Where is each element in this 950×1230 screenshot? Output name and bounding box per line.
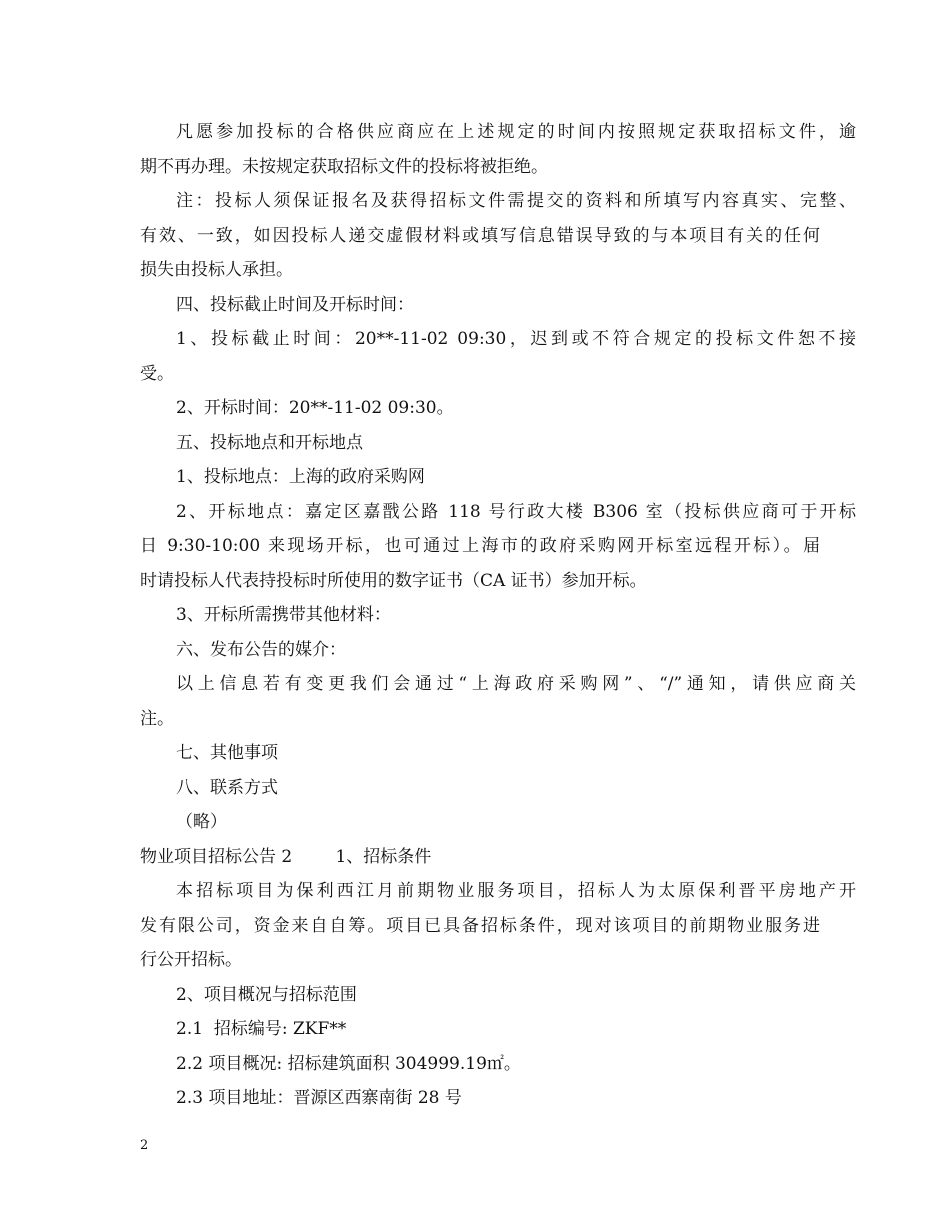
paragraph-line: （略）: [176, 812, 227, 832]
paragraph-line: 2、开标地点：嘉定区嘉戬公路 118 号行政大楼 B306 室（投标供应商可于开标: [176, 502, 856, 522]
paragraph-line: 受。: [140, 364, 174, 384]
paragraph-line: 凡愿参加投标的合格供应商应在上述规定的时间内按照规定获取招标文件，逾: [176, 122, 856, 142]
paragraph-line: 以上信息若有变更我们会通过“上海政府采购网”、“/”通知，请供应商关: [176, 674, 856, 694]
section-heading: 五、投标地点和开标地点: [176, 433, 363, 453]
paragraph-line: 2.3 项目地址：晋源区西寨南街 28 号: [176, 1088, 462, 1108]
paragraph-line: 2.1 招标编号: ZKF**: [176, 1019, 347, 1039]
paragraph-line: 行公开招标。: [140, 950, 242, 970]
section-heading: 2、项目概况与招标范围: [176, 985, 357, 1005]
paragraph-line: 日 9:30-10:00 来现场开标，也可通过上海市的政府采购网开标室远程开标）。届: [140, 536, 820, 556]
paragraph-line: 3、开标所需携带其他材料：: [176, 605, 391, 625]
paragraph-line: 期不再办理。未按规定获取招标文件的投标将被拒绝。: [140, 157, 548, 177]
section-heading: 六、发布公告的媒介：: [176, 640, 346, 660]
paragraph-line: 发有限公司，资金来自自筹。项目已具备招标条件，现对该项目的前期物业服务进: [140, 916, 820, 936]
section-heading: 八、联系方式: [176, 778, 278, 798]
paragraph-line: 损失由投标人承担。: [140, 260, 293, 280]
paragraph-line: 1、投标地点：上海的政府采购网: [176, 467, 425, 487]
document-heading: 物业项目招标公告 2 1、招标条件: [140, 847, 432, 867]
paragraph-line: 2.2 项目概况: 招标建筑面积 304999.19㎡。: [176, 1054, 521, 1074]
section-heading: 七、其他事项: [176, 743, 278, 763]
paragraph-line: 1、投标截止时间：20**-11-02 09:30，迟到或不符合规定的投标文件恕不接: [176, 329, 856, 349]
paragraph-line: 2、开标时间：20**-11-02 09:30。: [176, 398, 454, 418]
paragraph-line: 本招标项目为保利西江月前期物业服务项目，招标人为太原保利晋平房地产开: [176, 881, 856, 901]
paragraph-line: 注。: [140, 709, 174, 729]
paragraph-line: 注：投标人须保证报名及获得招标文件需提交的资料和所填写内容真实、完整、: [176, 191, 856, 211]
paragraph-line: 有效、一致，如因投标人递交虚假材料或填写信息错误导致的与本项目有关的任何: [140, 226, 820, 246]
section-heading: 四、投标截止时间及开标时间：: [176, 295, 414, 315]
paragraph-line: 时请投标人代表持投标时所使用的数字证书（CA 证书）参加开标。: [140, 571, 647, 591]
page-number: 2: [140, 1138, 149, 1153]
